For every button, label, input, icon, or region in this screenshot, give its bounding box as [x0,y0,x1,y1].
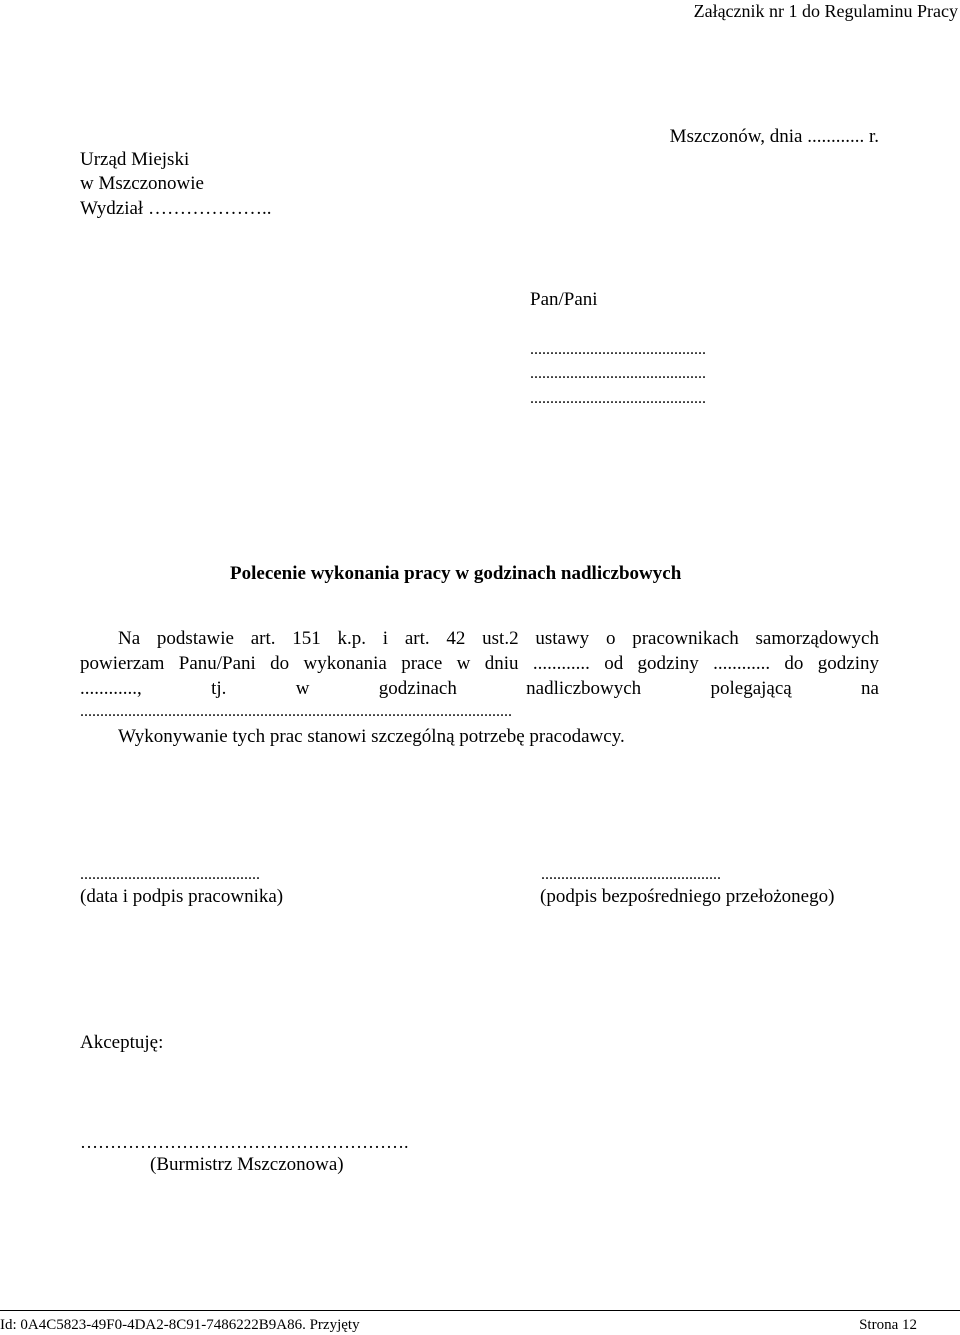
footer-document-id: Id: 0A4C5823-49F0-4DA2-8C91-7486222B9A86. Przyjęty [0,1317,360,1333]
supervisor-signature-line: ............................................. [541,866,721,883]
body-line-3: ............, tj. w godzinach nadliczbowych polegającą na [80,678,879,699]
employee-signature-label: (data i podpis pracownika) [80,886,284,907]
document-title: Polecenie wykonania pracy w godzinach nadliczbowych [230,563,682,584]
attachment-header: Załącznik nr 1 do Regulaminu Pracy [693,1,958,21]
footer-page-number: Strona 12 [859,1317,917,1333]
footer-rule [0,1310,960,1311]
employee-signature-line: ............................................. [80,866,260,883]
sender-city: w Mszczonowie [80,173,204,194]
place-date: Mszczonów, dnia ............ r. [669,126,879,147]
recipient-salutation: Pan/Pani [530,289,598,310]
recipient-line-2: ............................................ [530,365,706,382]
body-line-2: powierzam Panu/Pani do wykonania prace w dniu ............ od godziny ............ do godziny [80,653,879,674]
recipient-line-3: ............................................ [530,390,706,407]
sender-office: Urząd Miejski [80,149,190,170]
sender-department: Wydział ……………….. [80,198,272,219]
mayor-signature-label: (Burmistrz Mszczonowa) [150,1154,344,1175]
body-line-1: Na podstawie art. 151 k.p. i art. 42 ust.2 ustawy o pracownikach samorządowych [118,628,879,649]
body-line-4: ............................................................................................................ [80,703,512,720]
acceptance-label: Akceptuję: [80,1032,164,1053]
supervisor-signature-label: (podpis bezpośredniego przełożonego) [540,886,835,907]
mayor-signature-line: ………………………………………………. [80,1132,409,1152]
body-line-5: Wykonywanie tych prac stanowi szczególną potrzebę pracodawcy. [118,726,625,747]
recipient-line-1: ............................................ [530,341,706,358]
